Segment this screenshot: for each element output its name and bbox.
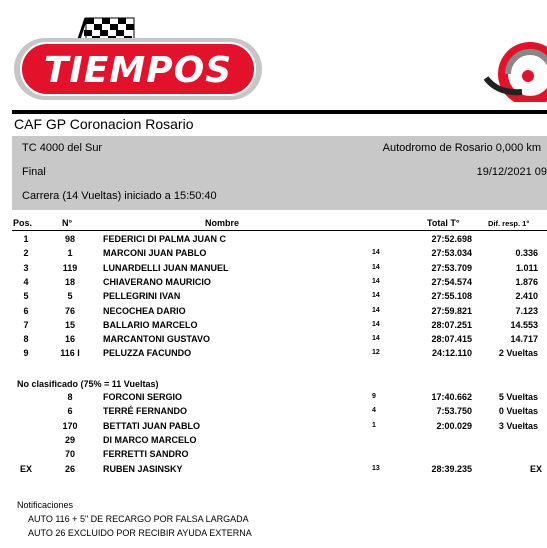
table-row — [0, 406, 547, 420]
table-row — [0, 306, 547, 320]
table-row — [0, 421, 547, 435]
gap-cell: 14.717 — [510, 334, 538, 345]
laps-cell: 14 — [372, 335, 380, 343]
table-row — [0, 392, 547, 406]
gap-cell: 0.336 — [515, 248, 538, 259]
car-number-cell: 98 — [64, 234, 75, 244]
gap-cell: 3 Vueltas — [498, 420, 538, 431]
laps-cell: 14 — [372, 292, 380, 300]
category-label: TC 4000 del Sur — [22, 142, 103, 154]
total-time-cell: 28:07.415 — [431, 334, 472, 345]
notification-item: AUTO 116 + 5" DE RECARGO POR FALSA LARGADA — [28, 514, 249, 524]
table-row — [0, 277, 547, 291]
driver-name-cell: TERRÉ FERNANDO — [103, 406, 188, 417]
position-cell: 2 — [23, 248, 29, 259]
driver-name-cell: LUNARDELLI JUAN MANUEL — [103, 262, 229, 273]
circuit-label: Autodromo de Rosario 0,000 km — [382, 142, 541, 154]
position-cell: 6 — [23, 305, 29, 316]
notifications-title: Notificaciones — [17, 500, 74, 510]
gauge-icon — [478, 30, 547, 102]
laps-cell: 13 — [372, 464, 380, 472]
not-classified-label: No clasificado (75% = 11 Vueltas) — [17, 379, 159, 389]
driver-name-cell: RUBEN JASINSKY — [103, 463, 183, 474]
car-number-cell: 70 — [64, 449, 75, 460]
position-cell: 7 — [23, 319, 29, 330]
table-header-divider — [12, 230, 547, 231]
laps-cell: 4 — [372, 407, 376, 415]
total-time-cell: 28:07.251 — [431, 319, 472, 330]
driver-name-cell: MARCANTONI GUSTAVO — [103, 334, 210, 345]
gap-cell: 14.553 — [510, 319, 538, 330]
date-label: 19/12/2021 09 — [476, 166, 547, 178]
car-number-cell: 5 — [67, 291, 73, 302]
car-number-cell: 76 — [64, 305, 75, 316]
position-cell: 8 — [23, 334, 29, 345]
gap-cell: 5 Vueltas — [498, 392, 538, 402]
total-time-cell: 28:39.235 — [431, 463, 472, 474]
total-time-cell: 17:40.662 — [431, 392, 472, 402]
car-number-cell: 26 — [64, 463, 75, 474]
table-row — [0, 234, 547, 248]
driver-name-cell: PELLEGRINI IVAN — [103, 291, 181, 302]
car-number-cell: 8 — [67, 392, 73, 402]
position-cell: EX — [19, 463, 32, 474]
position-cell: 4 — [23, 276, 29, 287]
car-number-cell: 1 — [67, 248, 73, 259]
total-time-cell: 27:54.574 — [431, 276, 472, 287]
total-time-cell: 24:12.110 — [431, 348, 472, 359]
col-header-name: Nombre — [205, 218, 240, 228]
laps-cell: 14 — [372, 249, 380, 257]
event-info-panel — [12, 136, 547, 210]
driver-name-cell: BETTATI JUAN PABLO — [103, 420, 200, 431]
car-number-cell: 15 — [64, 319, 75, 330]
gap-cell: 2 Vueltas — [498, 348, 538, 359]
driver-name-cell: CHIAVERANO MAURICIO — [103, 276, 211, 287]
driver-name-cell: FORCONI SERGIO — [103, 392, 183, 402]
gap-cell: EX — [529, 463, 542, 474]
table-row — [0, 348, 547, 362]
laps-cell: 9 — [372, 393, 376, 400]
position-cell: 5 — [23, 291, 29, 302]
table-row — [0, 320, 547, 334]
col-header-num: N° — [62, 218, 73, 228]
session-label: Final — [22, 166, 46, 178]
gap-cell: 1.876 — [515, 276, 538, 287]
gap-cell: 2.410 — [515, 291, 538, 302]
laps-cell: 14 — [372, 277, 380, 285]
total-time-cell: 7:53.750 — [436, 406, 472, 417]
tiempos-logo — [14, 14, 264, 102]
driver-name-cell: DI MARCO MARCELO — [103, 434, 197, 445]
position-cell: 3 — [23, 262, 29, 273]
total-time-cell: 27:52.698 — [431, 234, 472, 244]
driver-name-cell: MARCONI JUAN PABLO — [103, 248, 207, 259]
logo-text: TIEMPOS — [43, 50, 233, 91]
total-time-cell: 27:53.709 — [431, 262, 472, 273]
total-time-cell: 2:00.029 — [436, 420, 472, 431]
position-cell: 9 — [23, 348, 29, 359]
laps-cell: 1 — [372, 421, 376, 429]
total-time-cell: 27:53.034 — [431, 248, 472, 259]
event-title: CAF GP Coronacion Rosario — [14, 116, 194, 132]
driver-name-cell: NECOCHEA DARIO — [103, 305, 186, 316]
race-info-label: Carrera (14 Vueltas) iniciado a 15:50:40 — [22, 190, 217, 202]
table-row — [0, 291, 547, 305]
table-row — [0, 449, 547, 463]
total-time-cell: 27:55.108 — [431, 291, 472, 302]
driver-name-cell: BALLARIO MARCELO — [103, 319, 198, 330]
header-divider — [12, 110, 547, 114]
laps-cell: 14 — [372, 320, 380, 328]
table-row — [0, 464, 547, 478]
laps-cell: 14 — [372, 306, 380, 314]
car-number-cell: 29 — [64, 434, 75, 445]
col-header-dif: Dif. resp. 1° — [488, 219, 530, 228]
gap-cell: 0 Vueltas — [498, 406, 538, 417]
table-row — [0, 334, 547, 348]
col-header-total: Total T° — [427, 218, 460, 228]
car-number-cell: 170 — [62, 420, 78, 431]
driver-name-cell: FERRETTI SANDRO — [103, 449, 189, 460]
table-row — [0, 435, 547, 449]
sponsor-logo — [478, 30, 547, 102]
table-row — [0, 248, 547, 262]
notification-item: AUTO 26 EXCLUIDO POR RECIBIR AYUDA EXTERNA — [28, 528, 252, 538]
driver-name-cell: FEDERICI DI PALMA JUAN C — [103, 234, 227, 244]
car-number-cell: 16 — [64, 334, 75, 345]
laps-cell: 12 — [372, 349, 380, 357]
car-number-cell: 119 — [62, 262, 78, 273]
car-number-cell: 6 — [67, 406, 73, 417]
table-row — [0, 263, 547, 277]
car-number-cell: 116 I — [60, 348, 80, 359]
car-number-cell: 18 — [64, 276, 75, 287]
col-header-pos: Pos. — [13, 218, 33, 228]
gap-cell: 1.011 — [515, 262, 538, 273]
gap-cell: 7.123 — [515, 305, 538, 316]
position-cell: 1 — [23, 234, 29, 244]
driver-name-cell: PELUZZA FACUNDO — [103, 348, 192, 359]
laps-cell: 14 — [372, 263, 380, 271]
total-time-cell: 27:59.821 — [431, 305, 472, 316]
